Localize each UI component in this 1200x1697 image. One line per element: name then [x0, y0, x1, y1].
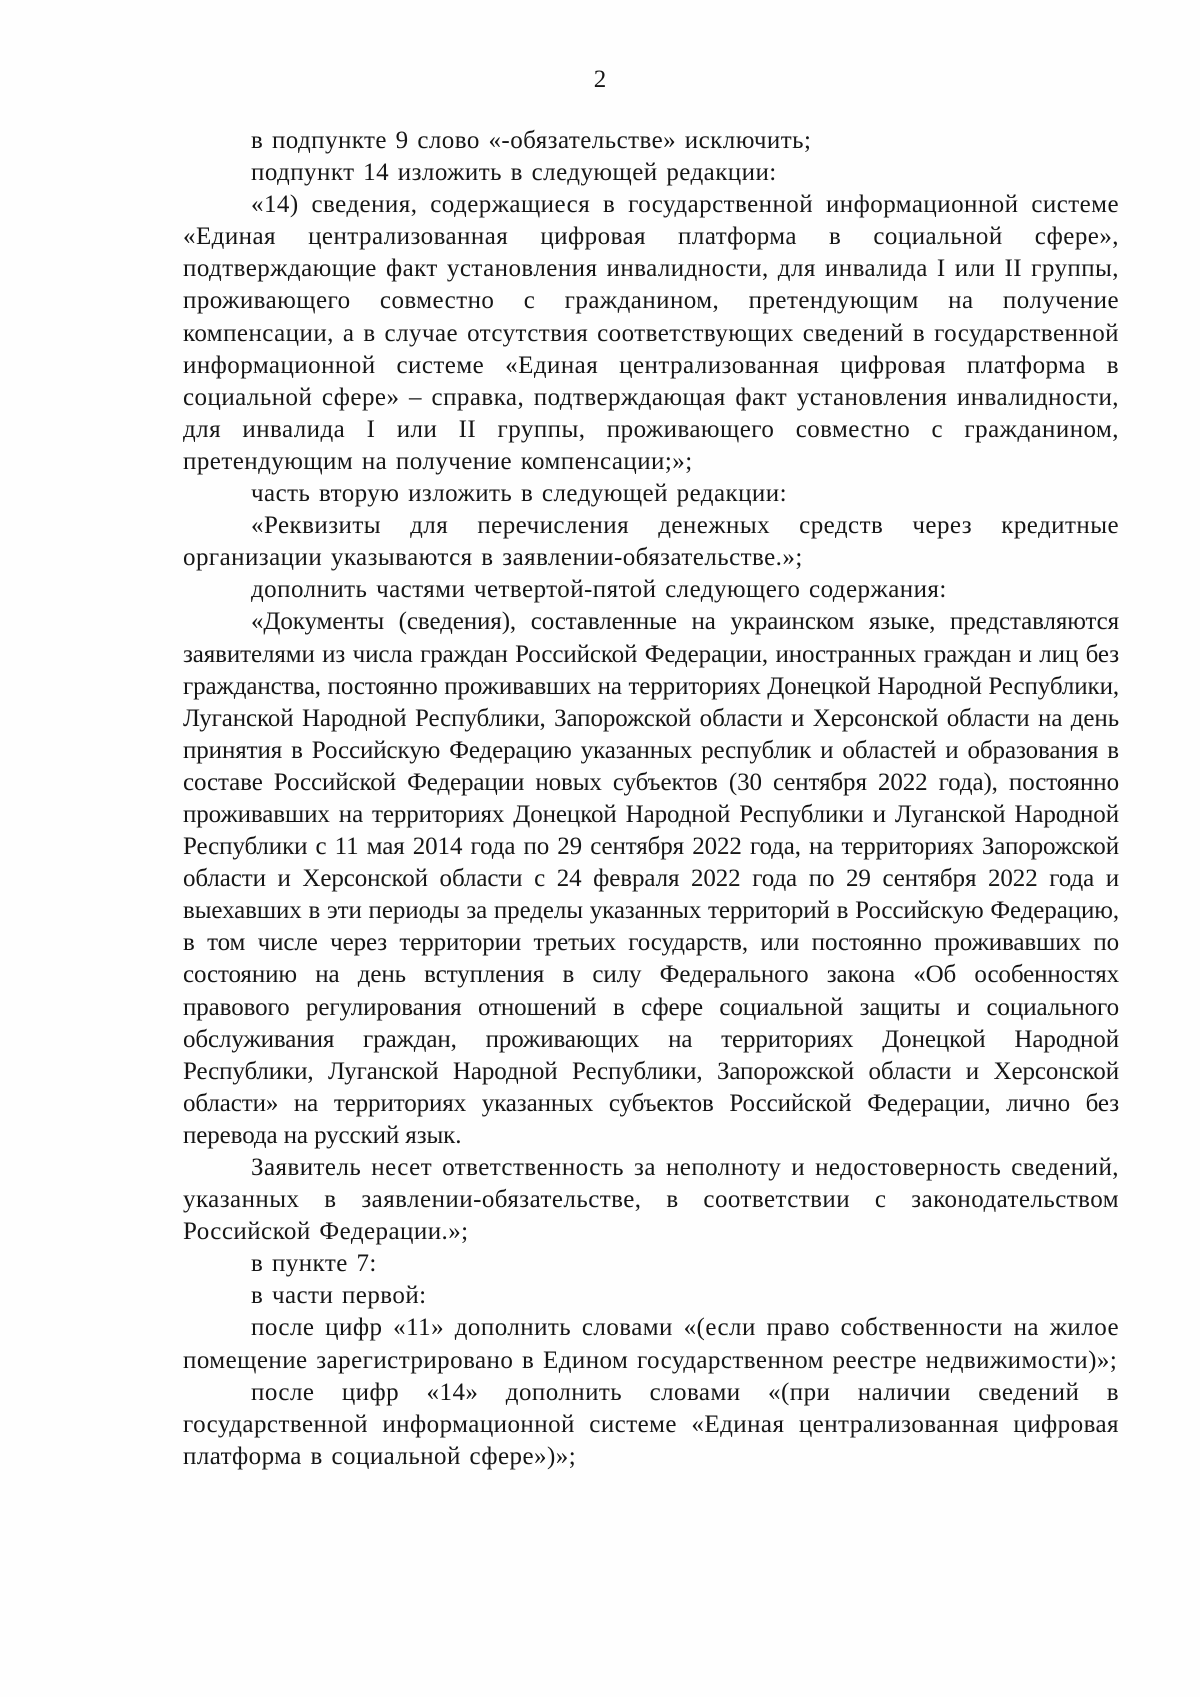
paragraph: после цифр «14» дополнить словами «(при наличии сведений в государственной информационной системе «Единая централизованная цифровая платформа в социальной сфере»)»;: [183, 1378, 1119, 1470]
paragraph: в части первой:: [251, 1282, 427, 1310]
paragraph: подпункт 14 изложить в следующей редакции:: [251, 159, 777, 187]
document-body: [183, 125, 1119, 1473]
paragraph: «14) сведения, содержащиеся в государственной информационной системе «Единая централизованная цифровая платформа в социальной сфере», подтверждающие факт установления инвалидности, для инвалида I или II группы, проживающего совместно с гражданином, претендующим на получение компенсации, а в случае отсутствия соответствующих сведений в государственной информационной системе «Единая централизованная цифровая платформа в социальной сфере» – справка, подтверждающая факт установления инвалидности, для инвалида I или II группы, проживающего совместно с гражданином, претендующим на получение компенсации;»;: [183, 191, 1119, 475]
paragraph: дополнить частями четвертой-пятой следующего содержания:: [251, 576, 947, 604]
paragraph: «Документы (сведения), составленные на украинском языке, представляются заявителями из числа граждан Российской Федерации, иностранных граждан и лиц без гражданства, постоянно проживавших на территориях Донецкой Народной Республики, Луганской Народной Республики, Запорожской области и Херсонской области на день принятия в Российскую Федерацию указанных республик и областей и образования в составе Российской Федерации новых субъектов (30 сентября 2022 года), постоянно проживавших на территориях Донецкой Народной Республики и Луганской Народной Республики с 11 мая 2014 года по 29 сентября 2022 года, на территориях Запорожской области и Херсонской области с 24 февраля 2022 года по 29 сентября 2022 года и выехавших в эти периоды за пределы указанных территорий в Российскую Федерацию, в том числе через территории третьих государств, или постоянно проживавших по состоянию на день вступления в силу Федерального закона «Об особенностях правового регулирования отношений в сфере социальной защиты и социального обслуживания граждан, проживающих на территориях Донецкой Народной Республики, Луганской Народной Республики, Запорожской области и Херсонской области» на территориях указанных субъектов Российской Федерации, лично без перевода на русский язык.: [183, 608, 1119, 1149]
page-number: 2: [593, 66, 607, 93]
paragraph: «Реквизиты для перечисления денежных средств через кредитные организации указываются в заявлении-обязательстве.»;: [183, 512, 1119, 572]
paragraph: после цифр «11» дополнить словами «(если право собственности на жилое помещение зарегистрировано в Едином государственном реестре недвижимости)»;: [183, 1314, 1119, 1374]
paragraph: Заявитель несет ответственность за неполноту и недостоверность сведений, указанных в заявлении-обязательстве, в соответствии с законодательством Российской Федерации.»;: [183, 1154, 1119, 1246]
paragraph: часть вторую изложить в следующей редакции:: [251, 480, 787, 508]
paragraph: в подпункте 9 слово «-обязательстве» исключить;: [251, 127, 812, 154]
paragraph: в пункте 7:: [251, 1250, 377, 1278]
